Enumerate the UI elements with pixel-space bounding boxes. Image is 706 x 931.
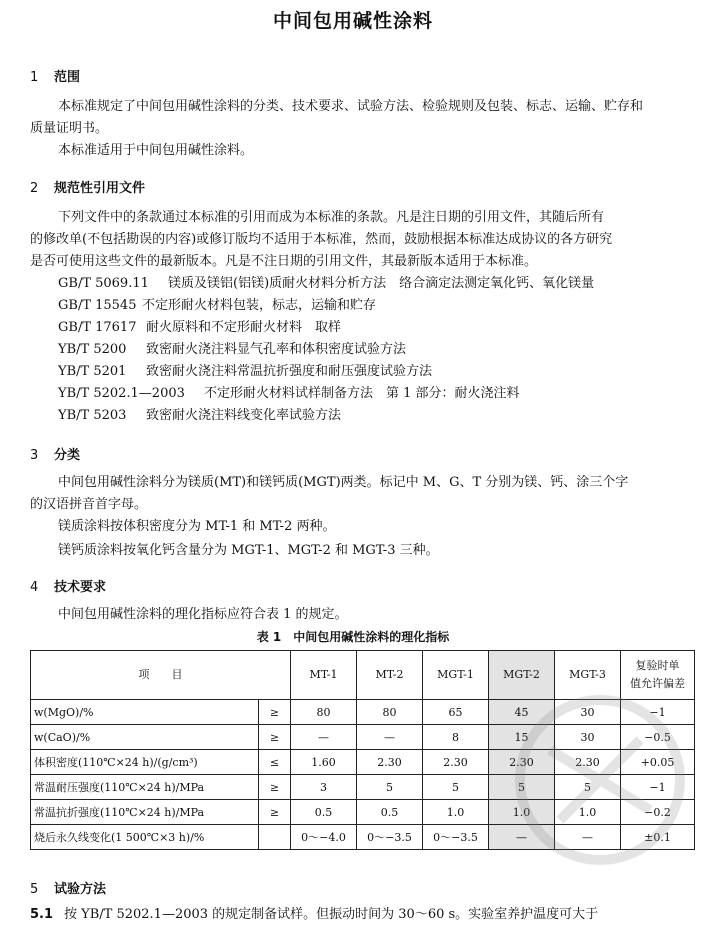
row-operator: ≥: [259, 700, 291, 725]
row-operator: [259, 825, 291, 850]
reference-item: YB/T 5203 致密耐火浇注料线变化率试验方法: [58, 408, 342, 423]
clause-5-1: [30, 904, 598, 926]
table-header-row: [31, 651, 695, 700]
section-3-paragraph-3: 镁钙质涂料按氧化钙含量分为 MGT-1、MGT-2 和 MGT-3 三种。: [58, 543, 439, 558]
row-item: 常温耐压强度(110℃×24 h)/MPa: [31, 775, 259, 800]
row-item: 常温抗折强度(110℃×24 h)/MPa: [31, 800, 259, 825]
header-mgt-2: MGT-2: [489, 651, 555, 700]
table-caption: 表 1 中间包用碱性涂料的理化指标: [256, 630, 450, 644]
reference-item: GB/T 15545 不定形耐火材料包装，标志，运输和贮存: [58, 298, 377, 313]
section-4-title: 技术要求: [54, 580, 107, 595]
reference-item: GB/T 5069.11 镁质及镁铝(铝镁)质耐火材料分析方法 络合滴定法测定氧化钙、氧化镁量: [58, 276, 595, 291]
row-operator: ≥: [259, 800, 291, 825]
section-3-paragraph-1-cont: 的汉语拼音首字母。: [30, 497, 148, 512]
table-row: 烧后永久线变化(1 500℃×3 h)/% 0～−4.0 0～−3.5 0～−3.5 — — ±0.1: [31, 825, 695, 850]
row-operator: ≤: [259, 750, 291, 775]
section-3-paragraph-1: 中间包用碱性涂料分为镁质(MT)和镁钙质(MGT)两类。标记中 M、G、T 分别为镁、钙、涂三个字: [58, 475, 629, 490]
row-operator: ≥: [259, 775, 291, 800]
section-3-title: 分类: [54, 448, 81, 463]
section-1-paragraph-2: 本标准适用于中间包用碱性涂料。: [58, 143, 254, 158]
header-mgt-1: MGT-1: [423, 651, 489, 700]
section-4-heading: [30, 576, 106, 595]
row-item: w(CaO)/%: [31, 725, 259, 750]
clause-5-1-number: 5.1: [30, 907, 54, 922]
section-3-paragraph-2: 镁质涂料按体积密度分为 MT-1 和 MT-2 两种。: [58, 519, 336, 534]
section-2-paragraph-1-cont-2: 是否可使用这些文件的最新版本。凡是不注日期的引用文件，其最新版本适用于本标准。: [30, 254, 538, 269]
reference-item: YB/T 5201 致密耐火浇注料常温抗折强度和耐压强度试验方法: [58, 364, 433, 379]
row-operator: ≥: [259, 725, 291, 750]
row-item: 体积密度(110℃×24 h)/(g/cm³): [31, 750, 259, 775]
header-mt-1: MT-1: [291, 651, 357, 700]
row-item: w(MgO)/%: [31, 700, 259, 725]
section-1-paragraph-1: 本标准规定了中间包用碱性涂料的分类、技术要求、试验方法、检验规则及包装、标志、运输、贮存和: [58, 99, 644, 114]
row-item: 烧后永久线变化(1 500℃×3 h)/%: [31, 825, 259, 850]
document-title: 中间包用碱性涂料: [272, 10, 433, 32]
section-2-title: 规范性引用文件: [54, 181, 146, 196]
table-row: w(MgO)/% ≥ 80 80 65 45 30 −1: [31, 700, 695, 725]
section-5-heading: [30, 878, 106, 897]
header-mgt-3: MGT-3: [555, 651, 621, 700]
section-2-paragraph-1: 下列文件中的条款通过本标准的引用而成为本标准的条款。凡是注日期的引用文件，其随后所有: [58, 210, 605, 225]
section-5-title: 试验方法: [54, 882, 107, 897]
header-item: 项 目: [31, 651, 291, 700]
reference-item: GB/T 17617 耐火原料和不定形耐火材料 取样: [58, 320, 342, 335]
section-2-number: 2: [30, 181, 39, 196]
section-4-number: 4: [30, 580, 39, 595]
section-1-paragraph-1-cont: 质量证明书。: [30, 121, 109, 136]
table-row: w(CaO)/% ≥ — — 8 15 30 −0.5: [31, 725, 695, 750]
section-2-heading: [30, 177, 145, 196]
section-4-paragraph-1: 中间包用碱性涂料的理化指标应符合表 1 的规定。: [58, 607, 348, 622]
section-1-heading: [30, 66, 80, 85]
header-mt-2: MT-2: [357, 651, 423, 700]
section-1-title: 范围: [54, 70, 81, 85]
section-3-number: 3: [30, 448, 39, 463]
clause-5-1-text: 按 YB/T 5202.1—2003 的规定制备试样。但振动时间为 30～60 s。实验室养护温度可大于: [64, 907, 599, 922]
section-5-number: 5: [30, 882, 39, 897]
section-2-paragraph-1-cont-1: 的修改单(不包括勘误的内容)或修订版均不适用于本标准，然而，鼓励根据本标准达成协议的各方研究: [30, 232, 613, 247]
reference-item: YB/T 5200 致密耐火浇注料显气孔率和体积密度试验方法: [58, 342, 407, 357]
section-3-heading: [30, 444, 80, 463]
table-row: 常温抗折强度(110℃×24 h)/MPa ≥ 0.5 0.5 1.0 1.0 1.0 −0.2: [31, 800, 695, 825]
header-tolerance: 复验时单 值允许偏差: [621, 651, 695, 700]
properties-table: [30, 650, 695, 850]
reference-item: YB/T 5202.1—2003 不定形耐火材料试样制备方法 第 1 部分：耐火浇注料: [58, 386, 520, 401]
section-1-number: 1: [30, 70, 39, 85]
table-row: 常温耐压强度(110℃×24 h)/MPa ≥ 3 5 5 5 5 −1: [31, 775, 695, 800]
table-row: 体积密度(110℃×24 h)/(g/cm³) ≤ 1.60 2.30 2.30 2.30 2.30 +0.05: [31, 750, 695, 775]
